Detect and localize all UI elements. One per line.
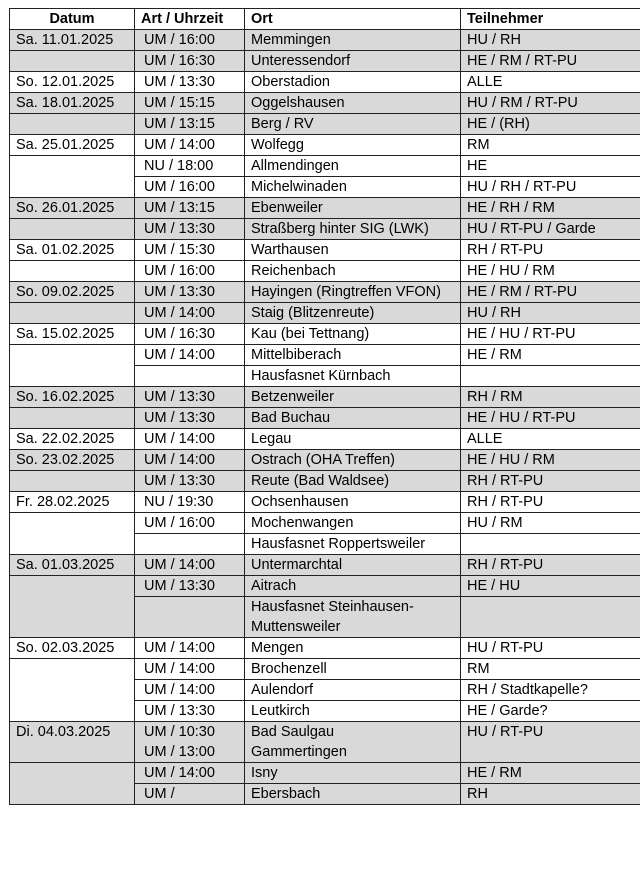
table-row [10,471,640,492]
table-row [10,282,640,303]
teilnehmer-cell: HU / RT-PU [461,638,640,659]
art-uhrzeit-cell: UM / 13:30 [135,282,245,303]
teilnehmer-cell [461,366,640,387]
art-uhrzeit-cell: UM / 13:30 [135,576,245,597]
art-uhrzeit-cell [135,722,245,763]
art-uhrzeit-cell-line-2: UM / 13:00 [144,742,238,762]
table-row [10,492,640,513]
ort-cell: Untermarchtal [245,555,461,576]
table-row [10,240,640,261]
art-uhrzeit-cell: UM / 13:30 [135,471,245,492]
teilnehmer-cell: RH / RT-PU [461,240,640,261]
art-uhrzeit-cell: UM / 16:30 [135,324,245,345]
ort-cell: Oberstadion [245,72,461,93]
table-row [10,659,640,680]
teilnehmer-cell: RH / RT-PU [461,492,640,513]
art-uhrzeit-cell: UM / 16:00 [135,30,245,51]
ort-cell [245,597,461,638]
art-uhrzeit-cell: UM / 14:00 [135,680,245,701]
date-cell: Sa. 25.01.2025 [10,135,135,156]
ort-cell: Ochsenhausen [245,492,461,513]
table-row [10,51,640,72]
table-row [10,429,640,450]
date-cell [10,576,135,597]
art-uhrzeit-cell [135,534,245,555]
ort-cell: Hayingen (Ringtreffen VFON) [245,282,461,303]
teilnehmer-cell: HE / Garde? [461,701,640,722]
date-cell [10,156,135,177]
date-cell: So. 02.03.2025 [10,638,135,659]
ort-cell: Mittelbiberach [245,345,461,366]
art-uhrzeit-cell-line-1: UM / 10:30 [144,722,238,742]
art-uhrzeit-cell: UM / 13:15 [135,198,245,219]
table-row [10,345,640,366]
table-row [10,114,640,135]
ort-cell: Michelwinaden [245,177,461,198]
art-uhrzeit-cell: UM / 15:30 [135,240,245,261]
table-row [10,763,640,784]
date-cell [10,261,135,282]
teilnehmer-cell: HE / RM [461,763,640,784]
art-uhrzeit-cell: UM / 14:00 [135,303,245,324]
table-row [10,534,640,555]
table-row [10,72,640,93]
ort-cell: Hausfasnet Kürnbach [245,366,461,387]
date-cell [10,597,135,638]
header-row [10,9,640,30]
date-cell [10,471,135,492]
table-row [10,135,640,156]
table-row [10,324,640,345]
teilnehmer-cell: HU / RH [461,30,640,51]
table-row [10,576,640,597]
date-cell: Sa. 11.01.2025 [10,30,135,51]
teilnehmer-cell: HU / RM / RT-PU [461,93,640,114]
date-cell [10,534,135,555]
date-cell: Sa. 15.02.2025 [10,324,135,345]
date-cell [10,177,135,198]
date-cell [10,408,135,429]
teilnehmer-cell: HU / RT-PU [461,722,640,763]
art-uhrzeit-cell [135,366,245,387]
teilnehmer-cell: HE / RH / RM [461,198,640,219]
art-uhrzeit-cell: NU / 18:00 [135,156,245,177]
teilnehmer-cell: HE / RM / RT-PU [461,51,640,72]
date-cell [10,366,135,387]
teilnehmer-cell: HE / HU / RT-PU [461,324,640,345]
ort-cell: Leutkirch [245,701,461,722]
date-cell [10,345,135,366]
art-uhrzeit-cell: UM / 13:30 [135,72,245,93]
art-uhrzeit-cell: UM / 16:00 [135,513,245,534]
table-row [10,177,640,198]
table-row [10,198,640,219]
ort-cell [245,722,461,763]
header-datum: Datum [10,9,135,30]
art-uhrzeit-cell: UM / 16:00 [135,261,245,282]
ort-cell: Bad Buchau [245,408,461,429]
ort-cell-line-2: Gammertingen [251,742,454,762]
ort-cell: Warthausen [245,240,461,261]
teilnehmer-cell: RM [461,659,640,680]
teilnehmer-cell: ALLE [461,429,640,450]
date-cell [10,680,135,701]
teilnehmer-cell [461,597,640,638]
date-cell [10,763,135,784]
ort-cell: Memmingen [245,30,461,51]
ort-cell: Betzenweiler [245,387,461,408]
table-row [10,219,640,240]
date-cell: Sa. 18.01.2025 [10,93,135,114]
table-row [10,156,640,177]
date-cell: Di. 04.03.2025 [10,722,135,763]
teilnehmer-cell: HE / HU / RT-PU [461,408,640,429]
date-cell [10,513,135,534]
date-cell: So. 23.02.2025 [10,450,135,471]
table-row [10,597,640,638]
teilnehmer-cell: ALLE [461,72,640,93]
ort-cell: Straßberg hinter SIG (LWK) [245,219,461,240]
ort-cell-line-1: Hausfasnet Steinhausen- [251,597,454,617]
ort-cell: Mengen [245,638,461,659]
teilnehmer-cell: HU / RM [461,513,640,534]
table-row [10,722,640,763]
art-uhrzeit-cell: UM / 14:00 [135,450,245,471]
teilnehmer-cell: HE / RM / RT-PU [461,282,640,303]
ort-cell: Reichenbach [245,261,461,282]
table-row [10,555,640,576]
date-cell: So. 26.01.2025 [10,198,135,219]
date-cell: So. 16.02.2025 [10,387,135,408]
art-uhrzeit-cell: NU / 19:30 [135,492,245,513]
art-uhrzeit-cell: UM / 14:00 [135,345,245,366]
ort-cell: Mochenwangen [245,513,461,534]
date-cell [10,303,135,324]
table-row [10,513,640,534]
table-row [10,387,640,408]
teilnehmer-cell: HE / HU / RM [461,261,640,282]
art-uhrzeit-cell: UM / 16:00 [135,177,245,198]
art-uhrzeit-cell: UM / 14:00 [135,763,245,784]
table-row [10,93,640,114]
date-cell: Fr. 28.02.2025 [10,492,135,513]
ort-cell: Aulendorf [245,680,461,701]
teilnehmer-cell: RH / Stadtkapelle? [461,680,640,701]
ort-cell-line-1: Bad Saulgau [251,722,454,742]
header-art-uhrzeit: Art / Uhrzeit [135,9,245,30]
teilnehmer-cell [461,534,640,555]
teilnehmer-cell: HU / RH [461,303,640,324]
ort-cell: Ebersbach [245,784,461,805]
ort-cell: Aitrach [245,576,461,597]
date-cell: Sa. 22.02.2025 [10,429,135,450]
ort-cell: Reute (Bad Waldsee) [245,471,461,492]
schedule-body [10,30,640,805]
teilnehmer-cell: HE / RM [461,345,640,366]
header-teilnehmer: Teilnehmer [461,9,640,30]
date-cell: Sa. 01.03.2025 [10,555,135,576]
ort-cell: Isny [245,763,461,784]
art-uhrzeit-cell: UM / 13:15 [135,114,245,135]
ort-cell-line-2: Muttensweiler [251,617,454,637]
ort-cell: Ostrach (OHA Treffen) [245,450,461,471]
date-cell: So. 12.01.2025 [10,72,135,93]
art-uhrzeit-cell: UM / 14:00 [135,135,245,156]
art-uhrzeit-cell: UM / 13:30 [135,387,245,408]
teilnehmer-cell: RH / RT-PU [461,471,640,492]
table-row [10,408,640,429]
table-row [10,366,640,387]
teilnehmer-cell: HE / HU / RM [461,450,640,471]
header-ort: Ort [245,9,461,30]
art-uhrzeit-cell: UM / 13:30 [135,219,245,240]
teilnehmer-cell: HE / (RH) [461,114,640,135]
table-row [10,638,640,659]
table-row [10,784,640,805]
teilnehmer-cell: RH [461,784,640,805]
ort-cell: Allmendingen [245,156,461,177]
table-row [10,261,640,282]
ort-cell: Unteressendorf [245,51,461,72]
art-uhrzeit-cell: UM / 15:15 [135,93,245,114]
teilnehmer-cell: RM [461,135,640,156]
art-uhrzeit-cell: UM / 14:00 [135,638,245,659]
date-cell: So. 09.02.2025 [10,282,135,303]
art-uhrzeit-cell: UM / 14:00 [135,659,245,680]
table-row [10,450,640,471]
ort-cell: Hausfasnet Roppertsweiler [245,534,461,555]
teilnehmer-cell: HU / RT-PU / Garde [461,219,640,240]
art-uhrzeit-cell [135,597,245,638]
ort-cell: Staig (Blitzenreute) [245,303,461,324]
art-uhrzeit-cell: UM / 14:00 [135,555,245,576]
date-cell [10,114,135,135]
teilnehmer-cell: HE / HU [461,576,640,597]
date-cell [10,219,135,240]
date-cell [10,51,135,72]
table-row [10,30,640,51]
ort-cell: Brochenzell [245,659,461,680]
table-row [10,680,640,701]
art-uhrzeit-cell: UM / 16:30 [135,51,245,72]
art-uhrzeit-cell: UM / 13:30 [135,701,245,722]
ort-cell: Oggelshausen [245,93,461,114]
date-cell: Sa. 01.02.2025 [10,240,135,261]
table-row [10,701,640,722]
ort-cell: Wolfegg [245,135,461,156]
schedule-table [9,8,640,805]
teilnehmer-cell: HU / RH / RT-PU [461,177,640,198]
ort-cell: Berg / RV [245,114,461,135]
ort-cell: Ebenweiler [245,198,461,219]
ort-cell: Kau (bei Tettnang) [245,324,461,345]
date-cell [10,701,135,722]
date-cell [10,659,135,680]
teilnehmer-cell: RH / RT-PU [461,555,640,576]
table-row [10,303,640,324]
date-cell [10,784,135,805]
teilnehmer-cell: HE [461,156,640,177]
art-uhrzeit-cell: UM / 14:00 [135,429,245,450]
art-uhrzeit-cell: UM / 13:30 [135,408,245,429]
teilnehmer-cell: RH / RM [461,387,640,408]
art-uhrzeit-cell: UM / [135,784,245,805]
ort-cell: Legau [245,429,461,450]
